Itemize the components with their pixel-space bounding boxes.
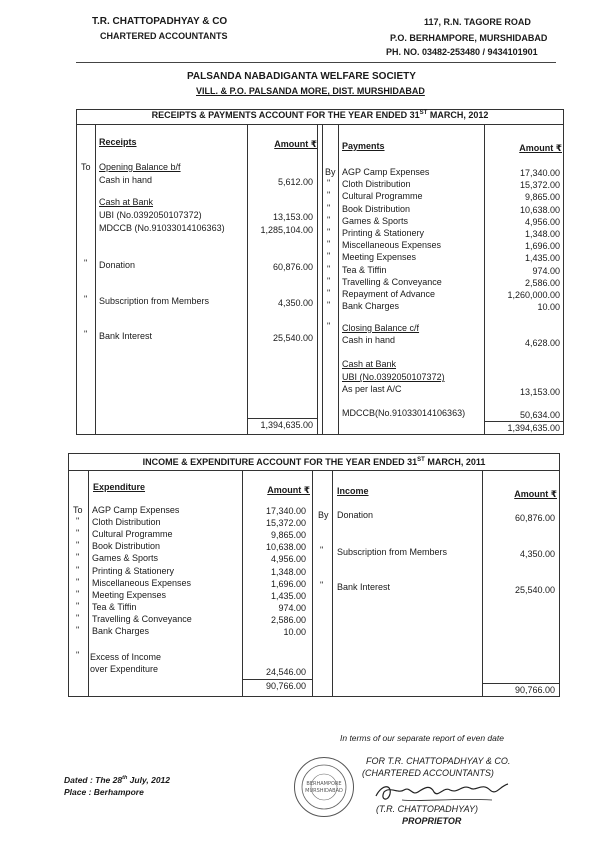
rp-payment-label: AGP Camp Expenses xyxy=(342,167,430,177)
rp-ditto-mark: " xyxy=(327,227,331,237)
rp-payment-amount: 9,865.00 xyxy=(524,192,560,203)
ie-by-label: By xyxy=(318,510,329,520)
rp-payment-label: Cloth Distribution xyxy=(342,179,411,190)
ie-excess-amount: 24,546.00 xyxy=(265,667,306,677)
rp-title-rule xyxy=(76,124,564,125)
ie-income-total: 90,766.00 xyxy=(514,685,555,695)
ie-ditto-mark: " xyxy=(320,580,324,590)
ie-ditto-mark: " xyxy=(76,528,80,539)
ie-expenditure-amount: 17,340.00 xyxy=(265,506,306,516)
ie-expenditure-label: Travelling & Conveyance xyxy=(92,613,192,624)
ie-title-rule xyxy=(68,470,560,471)
rp-ditto-mark: " xyxy=(327,190,331,201)
ie-ditto-mark: " xyxy=(320,545,324,555)
rp-closing-ubi: UBI (No.0392050107372) xyxy=(342,372,445,382)
rp-payment-amount: 1,348.00 xyxy=(524,229,560,239)
rp-title: RECEIPTS & PAYMENTS ACCOUNT FOR THE YEAR ENDED 31ST MARCH, 2012 xyxy=(151,110,489,120)
society-address: VILL. & P.O. PALSANDA MORE, DIST. MURSHIDABAD xyxy=(196,86,425,96)
firm-designation: (CHARTERED ACCOUNTANTS) xyxy=(362,768,494,778)
for-firm: FOR T.R. CHATTOPADHYAY & CO. xyxy=(366,756,511,766)
ie-ditto-mark: " xyxy=(76,540,80,551)
ie-subscription: Subscription from Members xyxy=(337,547,448,557)
svg-text:MURSHIDABAD: MURSHIDABAD xyxy=(305,788,343,794)
ie-ditto-mark: " xyxy=(76,516,80,527)
ie-expenditure-label: AGP Camp Expenses xyxy=(92,505,180,515)
rp-payment-label: Bank Charges xyxy=(342,301,400,312)
ie-donation: Donation xyxy=(337,510,374,520)
ie-to-label: To xyxy=(73,505,83,515)
ie-income-header: Income xyxy=(337,486,369,496)
ie-ditto-mark: " xyxy=(76,588,80,599)
signature-mark xyxy=(372,778,512,806)
ie-expenditure-label: Miscellaneous Expenses xyxy=(92,577,192,588)
rp-ditto-mark: " xyxy=(327,214,331,225)
rp-ditto-mark: " xyxy=(327,239,331,250)
rp-payment-label: Tea & Tiffin xyxy=(342,264,387,275)
ie-expenditure-amount: 15,372.00 xyxy=(265,518,306,529)
ie-expenditure-amount: 4,956.00 xyxy=(270,554,306,565)
rp-cash-in-hand: Cash in hand xyxy=(99,175,153,185)
ie-expenditure-amount: 1,435.00 xyxy=(270,590,306,601)
ie-expenditure-label: Cloth Distribution xyxy=(92,517,161,528)
rp-subscription: Subscription from Members xyxy=(99,296,210,306)
rp-bank-interest-amount: 25,540.00 xyxy=(272,333,313,343)
rp-mdccb-amount: 1,285,104.00 xyxy=(260,225,313,235)
ie-bank-interest-amount: 25,540.00 xyxy=(514,585,555,595)
dated-line: Dated : The 28th July, 2012 xyxy=(64,775,170,785)
ie-expenditure-label: Meeting Expenses xyxy=(92,589,167,600)
rp-payments-total: 1,394,635.00 xyxy=(507,423,560,433)
ie-amount-header-right: Amount ₹ xyxy=(514,489,557,499)
rp-closing-cash-at-bank: Cash at Bank xyxy=(342,359,397,369)
ie-expenditure-label: Tea & Tiffin xyxy=(92,601,137,612)
ie-subscription-amount: 4,350.00 xyxy=(519,549,555,559)
rp-subscription-amount: 4,350.00 xyxy=(277,298,313,308)
rp-ditto-mark: " xyxy=(327,321,331,331)
ie-expenditure-amount: 1,696.00 xyxy=(270,578,306,589)
rp-payment-amount: 15,372.00 xyxy=(519,180,560,191)
rp-payment-amount: 1,260,000.00 xyxy=(507,290,560,300)
rp-payment-label: Repayment of Advance xyxy=(342,289,436,299)
ie-excess-line-1: Excess of Income xyxy=(90,652,162,662)
ie-excess-line-2: over Expenditure xyxy=(90,664,159,674)
rp-ditto-mark: " xyxy=(84,294,88,304)
firm-address-2: P.O. BERHAMPORE, MURSHIDABAD xyxy=(390,33,548,43)
ie-ditto-mark: " xyxy=(76,612,80,623)
rp-cash-at-bank: Cash at Bank xyxy=(99,197,154,207)
rp-ditto-mark: " xyxy=(327,275,331,286)
rp-amount-header: Amount ₹ xyxy=(274,139,317,149)
rp-donation-amount: 60,876.00 xyxy=(272,262,313,272)
rp-ditto-mark: " xyxy=(327,263,331,274)
rp-receipts-total: 1,394,635.00 xyxy=(260,420,313,430)
rp-payment-amount: 10.00 xyxy=(537,302,560,313)
ie-ditto-mark: " xyxy=(76,552,80,563)
rp-payment-label: Games & Sports xyxy=(342,215,409,226)
rp-bank-interest: Bank Interest xyxy=(99,331,153,341)
rp-closing-ubi-amount: 13,153.00 xyxy=(519,387,560,397)
ie-expenditure-amount: 10,638.00 xyxy=(265,542,306,553)
rp-payment-amount: 1,435.00 xyxy=(524,253,560,264)
rp-closing-cash: Cash in hand xyxy=(342,335,396,345)
rp-ubi: UBI (No.0392050107372) xyxy=(99,210,202,220)
rp-payment-label: Miscellaneous Expenses xyxy=(342,240,442,251)
rp-payment-label: Travelling & Conveyance xyxy=(342,276,442,287)
ie-ditto-mark: " xyxy=(76,650,80,660)
rp-payment-amount: 1,696.00 xyxy=(524,241,560,252)
svg-text:BERHAMPORE: BERHAMPORE xyxy=(306,781,342,787)
ie-bank-interest: Bank Interest xyxy=(337,582,391,592)
ie-ditto-mark: " xyxy=(76,564,80,575)
rp-receipts-header: Receipts xyxy=(99,137,137,147)
ie-expenditure-amount: 9,865.00 xyxy=(270,530,306,541)
signatory-name: (T.R. CHATTOPADHYAY) xyxy=(376,804,479,814)
rp-ditto-mark: " xyxy=(327,251,331,262)
rp-payment-label: Printing & Stationery xyxy=(342,228,425,238)
rp-closing-mdccb: MDCCB(No.91033014106363) xyxy=(342,408,466,418)
ie-expenditure-total: 90,766.00 xyxy=(265,681,306,691)
rp-payment-amount: 10,638.00 xyxy=(519,204,560,215)
rp-opening-balance: Opening Balance b/f xyxy=(99,162,181,172)
rp-payment-amount: 974.00 xyxy=(532,265,560,276)
ie-expenditure-amount: 2,586.00 xyxy=(270,614,306,625)
report-note: In terms of our separate report of even date xyxy=(340,733,504,743)
rp-as-per-last: As per last A/C xyxy=(342,384,402,394)
ie-expenditure-label: Book Distribution xyxy=(92,541,161,552)
ie-title: INCOME & EXPENDITURE ACCOUNT FOR THE YEAR ENDED 31ST MARCH, 2011 xyxy=(142,457,486,467)
rp-donation: Donation xyxy=(99,260,136,270)
rp-ditto-mark: " xyxy=(327,300,331,311)
firm-seal-stamp xyxy=(294,757,354,817)
rp-ditto-mark: " xyxy=(327,202,331,213)
ie-amount-header: Amount ₹ xyxy=(267,485,310,495)
rp-amount-header-right: Amount ₹ xyxy=(519,143,562,153)
rp-payment-label: Cultural Programme xyxy=(342,191,423,202)
rp-to-label: To xyxy=(81,162,91,172)
rp-closing-cash-amount: 4,628.00 xyxy=(524,338,560,348)
letterhead-divider xyxy=(76,62,556,63)
rp-mdccb: MDCCB (No.91033014106363) xyxy=(99,223,225,233)
ie-expenditure-label: Bank Charges xyxy=(92,626,150,636)
rp-ditto-mark: " xyxy=(84,329,88,339)
ie-expenditure-label: Games & Sports xyxy=(92,553,159,564)
firm-address-1: 117, R.N. TAGORE ROAD xyxy=(424,17,531,27)
ie-expenditure-amount: 10.00 xyxy=(283,627,306,637)
signatory-designation: PROPRIETOR xyxy=(402,816,462,826)
place-line: Place : Berhampore xyxy=(64,787,144,797)
ie-expenditure-label: Printing & Stationery xyxy=(92,565,175,576)
rp-payment-label: Meeting Expenses xyxy=(342,252,417,263)
ie-ditto-mark: " xyxy=(76,576,80,587)
rp-ditto-mark: " xyxy=(327,178,331,189)
ie-ditto-mark: " xyxy=(76,600,80,611)
ie-expenditure-header: Expenditure xyxy=(93,482,146,492)
ie-ditto-mark: " xyxy=(76,625,80,635)
firm-name: T.R. CHATTOPADHYAY & CO xyxy=(92,16,228,27)
firm-subtitle: CHARTERED ACCOUNTANTS xyxy=(100,31,228,41)
firm-phone: PH. NO. 03482-253480 / 9434101901 xyxy=(386,47,538,57)
ie-donation-amount: 60,876.00 xyxy=(514,513,555,523)
rp-payment-label: Book Distribution xyxy=(342,203,411,214)
rp-payment-amount: 2,586.00 xyxy=(524,277,560,288)
rp-cash-in-hand-amount: 5,612.00 xyxy=(277,177,313,187)
rp-ditto-mark: " xyxy=(327,288,331,298)
rp-ditto-mark: " xyxy=(84,258,88,268)
ie-expenditure-amount: 974.00 xyxy=(278,602,306,613)
ie-expenditure-label: Cultural Programme xyxy=(92,529,173,540)
stamp-icon xyxy=(295,758,353,816)
rp-payment-amount: 4,956.00 xyxy=(524,216,560,227)
rp-closing-balance: Closing Balance c/f xyxy=(342,323,420,333)
rp-closing-mdccb-amount: 50,634.00 xyxy=(519,410,560,420)
rp-by-label: By xyxy=(325,167,336,177)
rp-payment-amount: 17,340.00 xyxy=(519,168,560,178)
rp-ubi-amount: 13,153.00 xyxy=(272,212,313,222)
ie-expenditure-amount: 1,348.00 xyxy=(270,566,306,577)
rp-payments-header: Payments xyxy=(342,141,385,151)
society-name: PALSANDA NABADIGANTA WELFARE SOCIETY xyxy=(187,71,416,82)
